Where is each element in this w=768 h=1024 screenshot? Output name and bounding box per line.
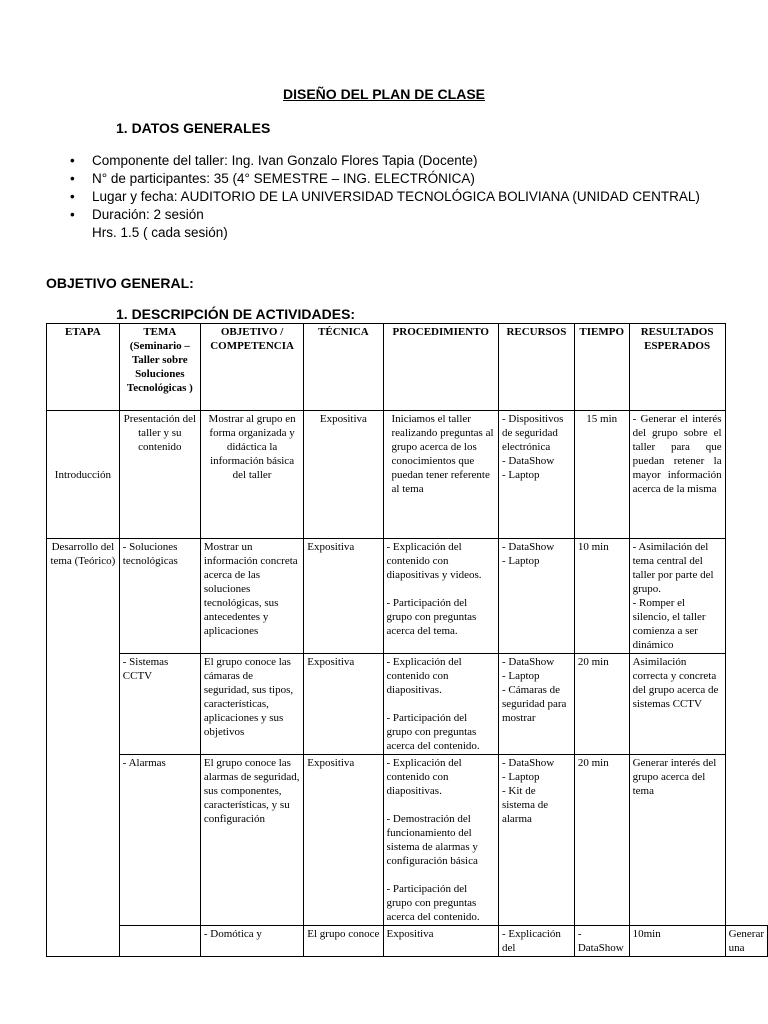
header-tiempo: TIEMPO	[574, 324, 629, 411]
list-item	[70, 206, 750, 223]
cell-tiempo: 10 min	[574, 539, 629, 654]
document-title: DISEÑO DEL PLAN DE CLASE	[283, 86, 485, 102]
activities-table	[46, 323, 768, 957]
section-heading-actividades: 1. DESCRIPCIÓN DE ACTIVIDADES:	[116, 306, 356, 322]
header-tema: TEMA (Seminario – Taller sobre Soluciones Tecnológicas )	[119, 324, 200, 411]
list-item-text: Duración: 2 sesión	[92, 207, 204, 222]
header-tecnica: TÉCNICA	[304, 324, 383, 411]
cell-tecnica: Expositiva	[304, 654, 383, 755]
cell-etapa	[119, 926, 200, 957]
header-resultados: RESULTADOS ESPERADOS	[629, 324, 725, 411]
table-row	[47, 411, 768, 539]
header-recursos: RECURSOS	[498, 324, 574, 411]
cell-recursos: - Dispositivos de seguridad electrónica - DataShow - Laptop	[498, 411, 574, 539]
list-item-text: Lugar y fecha: AUDITORIO DE LA UNIVERSIDAD TECNOLÓGICA BOLIVIANA (UNIDAD CENTRAL)	[92, 189, 700, 204]
cell-tema: - Domótica y	[200, 926, 303, 957]
list-item	[70, 152, 750, 169]
list-item-text: N° de participantes: 35 (4° SEMESTRE – ING. ELECTRÓNICA)	[92, 171, 475, 186]
cell-tiempo: 20 min	[574, 654, 629, 755]
cell-procedimiento: Iniciamos el taller realizando preguntas al grupo acerca de los conocimientos que puedan tener referente al tema	[383, 411, 498, 539]
cell-objetivo: El grupo conoce las alarmas de seguridad, sus componentes, características, y su configuración	[200, 755, 303, 926]
cell-recursos: - DataShow - Laptop - Cámaras de seguridad para mostrar	[498, 654, 574, 755]
cell-tecnica: Expositiva	[304, 411, 383, 539]
header-procedimiento: PROCEDIMIENTO	[383, 324, 498, 411]
cell-tema: - Soluciones tecnológicas	[119, 539, 200, 654]
cell-objetivo: El grupo conoce	[304, 926, 383, 957]
bullet-icon: •	[70, 153, 75, 168]
cell-procedimiento: - Explicación del contenido con diapositivas y videos. - Participación del grupo con preguntas acerca del tema.	[383, 539, 498, 654]
cell-tecnica: Expositiva	[304, 755, 383, 926]
cell-etapa: Desarrollo del tema (Teórico)	[47, 539, 120, 957]
header-objetivo: OBJETIVO / COMPETENCIA	[200, 324, 303, 411]
list-item	[70, 170, 750, 187]
cell-resultados: - Asimilación del tema central del taller por parte del grupo. - Romper el silencio, el taller comienza a ser dinámico	[629, 539, 725, 654]
cell-resultados: - Generar el interés del grupo sobre el taller para que puedan retener la mayor información acerca de la misma	[629, 411, 725, 539]
list-item-text: Componente del taller: Ing. Ivan Gonzalo Flores Tapia (Docente)	[92, 153, 478, 168]
section-heading-datos-generales: 1. DATOS GENERALES	[116, 120, 271, 136]
cell-tecnica: Expositiva	[383, 926, 498, 957]
cell-etapa: Introducción	[47, 411, 120, 539]
bullet-icon: •	[70, 189, 75, 204]
cell-tiempo: 10min	[629, 926, 725, 957]
table-row	[47, 755, 768, 926]
cell-procedimiento: - Explicación del contenido con diapositivas. - Participación del grupo con preguntas acerca del contenido.	[383, 654, 498, 755]
cell-objetivo: Mostrar al grupo en forma organizada y didáctica la información básica del taller	[200, 411, 303, 539]
cell-tema: Presentación del taller y su contenido	[119, 411, 200, 539]
bullet-icon: •	[70, 207, 75, 222]
table-row	[47, 926, 768, 957]
cell-tema: - Sistemas CCTV	[119, 654, 200, 755]
table-row	[47, 539, 768, 654]
cell-tecnica: Expositiva	[304, 539, 383, 654]
cell-tema: - Alarmas	[119, 755, 200, 926]
list-item-continuation: Hrs. 1.5 ( cada sesión)	[92, 225, 228, 240]
cell-tiempo: 20 min	[574, 755, 629, 926]
cell-resultados: Asimilación correcta y concreta del grupo acerca de sistemas CCTV	[629, 654, 725, 755]
cell-procedimiento: - Explicación del contenido con diapositivas. - Demostración del funcionamiento del sistema de alarmas y configuración básica - Participación del grupo con preguntas acerca del contenido.	[383, 755, 498, 926]
list-item	[70, 188, 750, 205]
table-row	[47, 654, 768, 755]
cell-objetivo: Mostrar un información concreta acerca de las soluciones tecnológicas, sus antecedentes y aplicaciones	[200, 539, 303, 654]
cell-procedimiento: - Explicación del	[498, 926, 574, 957]
cell-resultados: Generar una	[725, 926, 767, 957]
cell-recursos: - DataShow - Laptop - Kit de sistema de alarma	[498, 755, 574, 926]
cell-tiempo: 15 min	[574, 411, 629, 539]
objetivo-general-heading: OBJETIVO GENERAL:	[46, 275, 194, 291]
bullet-icon: •	[70, 171, 75, 186]
cell-recursos: - DataShow	[574, 926, 629, 957]
header-etapa: ETAPA	[47, 324, 120, 411]
datos-generales-list	[70, 152, 750, 241]
cell-objetivo: El grupo conoce las cámaras de seguridad, sus tipos, características, aplicaciones y sus objetivos	[200, 654, 303, 755]
table-header-row	[47, 324, 768, 411]
cell-resultados: Generar interés del grupo acerca del tema	[629, 755, 725, 926]
cell-recursos: - DataShow - Laptop	[498, 539, 574, 654]
